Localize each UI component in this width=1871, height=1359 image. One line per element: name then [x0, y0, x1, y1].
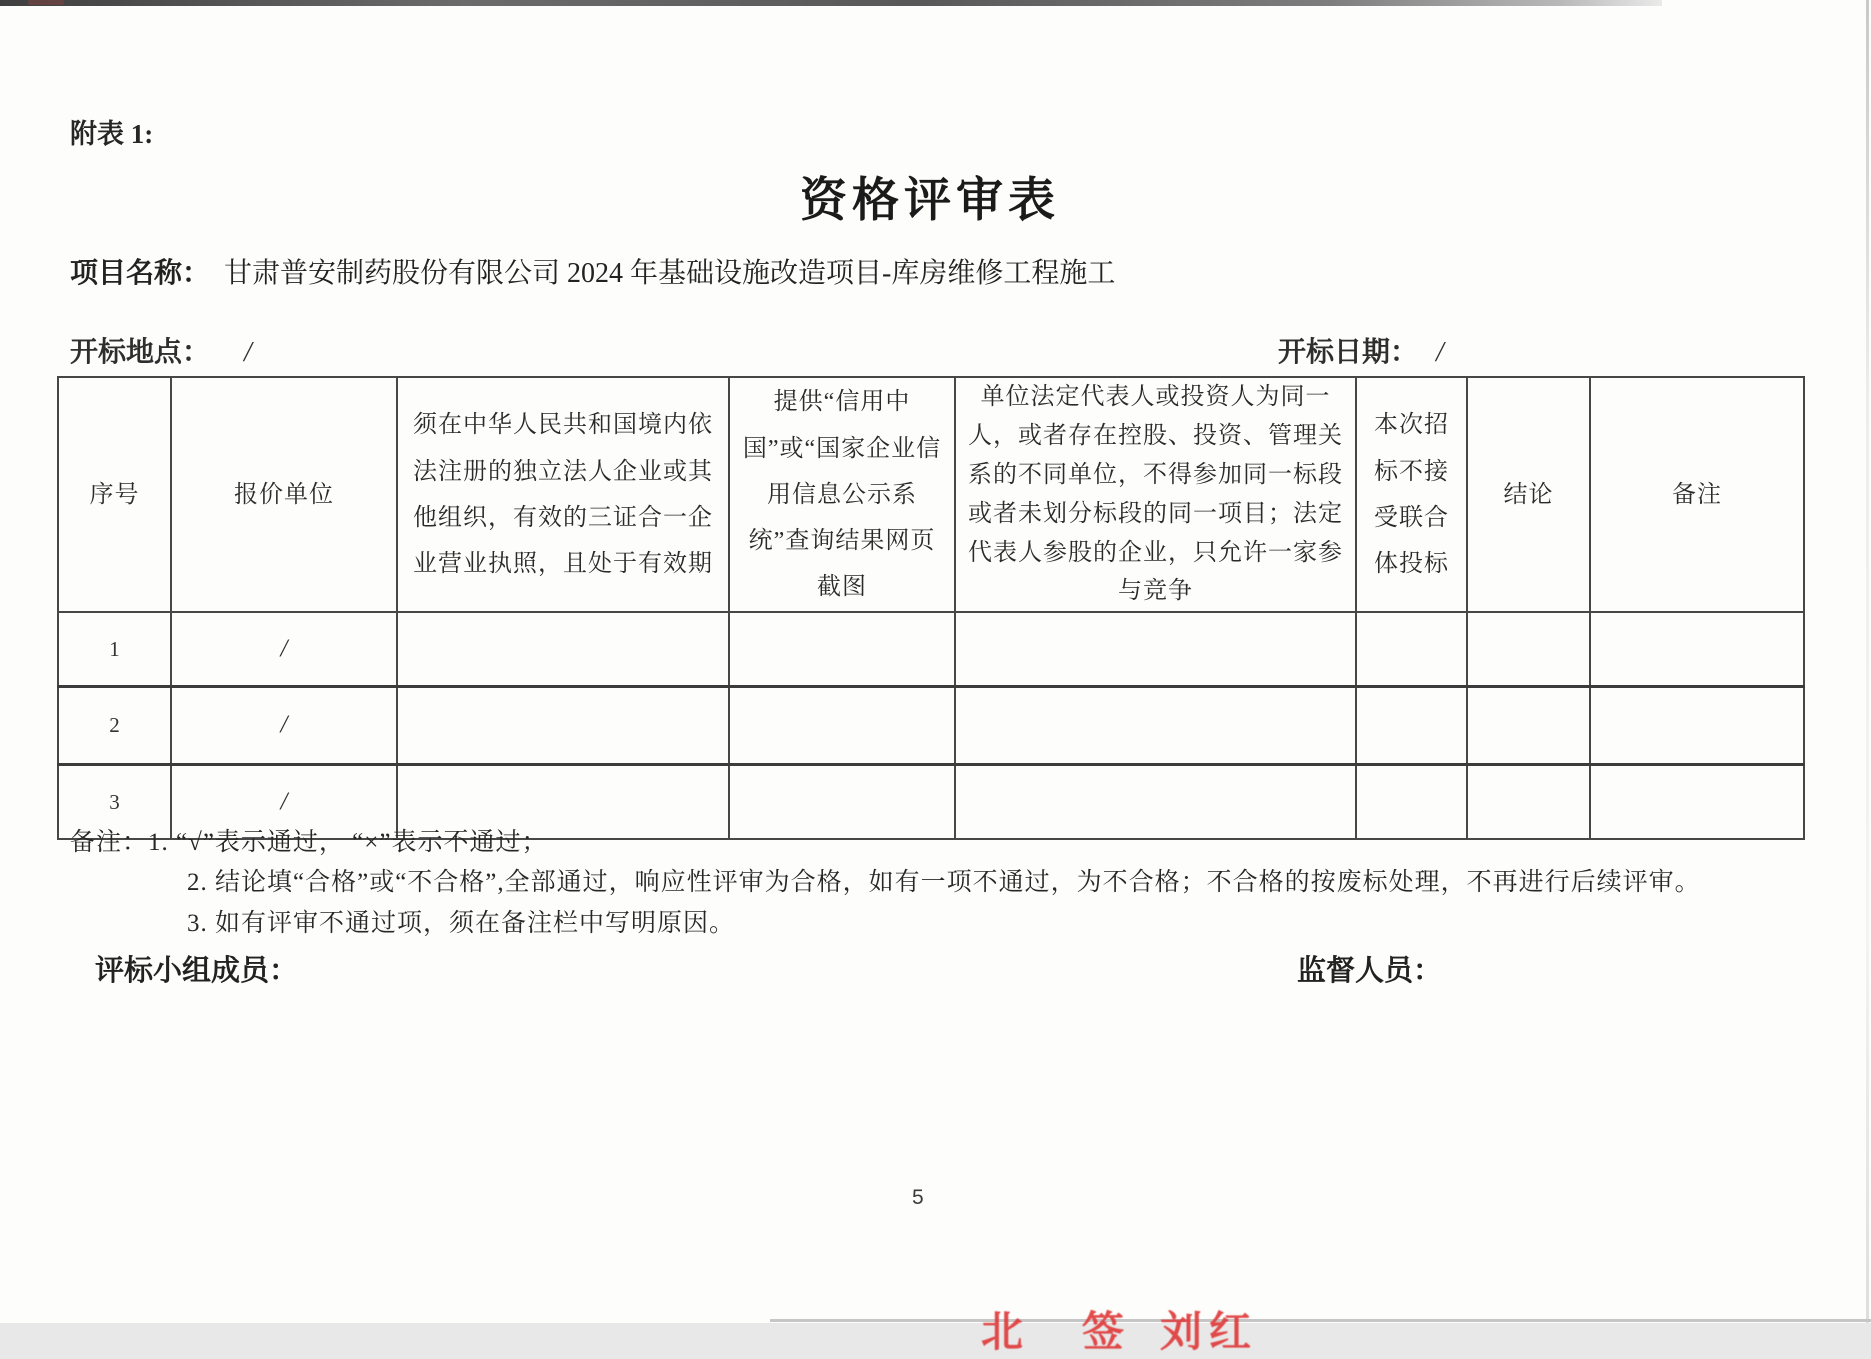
row-bidder: / [171, 686, 397, 764]
table-cell [1356, 612, 1467, 686]
red-stamp-fragment: 北 [981, 1308, 1031, 1355]
header-criteria-registration: 须在中华人民共和国境内依法注册的独立法人企业或其他组织，有效的三证合一企业营业执照，且处于有效期 [397, 377, 729, 612]
scan-red-smudge [28, 0, 64, 5]
table-cell [1356, 764, 1467, 839]
notes-line-2: 2. 结论填“合格”或“不合格”,全部通过，响应性评审为合格，如有一项不通过，为不合格；不合格的按废标处理，不再进行后续评审。 [187, 869, 1701, 896]
table-cell [729, 764, 955, 839]
header-criteria-legal-rep: 单位法定代表人或投资人为同一人，或者存在控股、投资、管理关系的不同单位，不得参加同一标段或者未划分标段的同一项目；法定代表人参股的企业，只允许一家参与竞争 [955, 377, 1356, 612]
table-cell [729, 612, 955, 686]
bid-location-line [70, 330, 252, 370]
row-seq: 3 [58, 764, 171, 839]
scan-right-edge [1866, 0, 1869, 1323]
supervisor-label: 监督人员： [1297, 955, 1443, 987]
bid-location-label: 开标地点： [70, 337, 211, 368]
table-cell [1590, 764, 1804, 839]
table-cell [1467, 612, 1590, 686]
header-criteria-no-consortium: 本次招标不接受联合体投标 [1356, 377, 1467, 612]
page-number: 5 [912, 1186, 924, 1209]
row-bidder: / [171, 612, 397, 686]
scan-bottom-edge-line [770, 1319, 1871, 1322]
header-seq: 序号 [58, 377, 171, 612]
table-cell [955, 764, 1356, 839]
bid-location-value: / [244, 337, 252, 368]
bid-date-line [1278, 330, 1444, 370]
header-bidder: 报价单位 [171, 377, 397, 612]
table-cell [955, 612, 1356, 686]
header-remarks: 备注 [1590, 377, 1804, 612]
table-cell [729, 686, 955, 764]
table-cell [1467, 764, 1590, 839]
table-header-row [58, 377, 1804, 612]
attachment-label: 附表 1: [70, 119, 154, 149]
project-name-value: 甘肃普安制药股份有限公司 2024 年基础设施改造项目-库房维修工程施工 [224, 258, 1116, 289]
notes-line-3: 3. 如有评审不通过项，须在备注栏中写明原因。 [187, 910, 736, 937]
notes-line-1: 备注：1. “√”表示通过， “×”表示不通过； [70, 829, 548, 856]
header-conclusion: 结论 [1467, 377, 1590, 612]
table-row [58, 686, 1804, 764]
project-name-label: 项目名称： [70, 258, 211, 289]
evaluation-committee-label: 评标小组成员： [95, 955, 299, 987]
document-title: 资格评审表 [800, 175, 1060, 227]
table-cell [1356, 686, 1467, 764]
header-criteria-credit: 提供“信用中国”或“国家企业信用信息公示系统”查询结果网页截图 [729, 377, 955, 612]
project-name-line [70, 251, 1115, 291]
scan-top-edge-strip [0, 0, 1662, 6]
red-stamp-fragment: 刘红 [1160, 1308, 1259, 1355]
table-cell [397, 612, 729, 686]
table-cell [1590, 612, 1804, 686]
table-cell [955, 686, 1356, 764]
row-seq: 2 [58, 686, 171, 764]
table-cell [1467, 686, 1590, 764]
qualification-review-table [57, 376, 1805, 840]
table-row [58, 612, 1804, 686]
bid-date-label: 开标日期： [1278, 337, 1419, 368]
table-cell [1590, 686, 1804, 764]
red-stamp-fragment: 签 [1082, 1308, 1132, 1355]
row-seq: 1 [58, 612, 171, 686]
bid-date-value: / [1436, 337, 1444, 368]
row-bidder: / [171, 764, 397, 839]
table-cell [397, 686, 729, 764]
